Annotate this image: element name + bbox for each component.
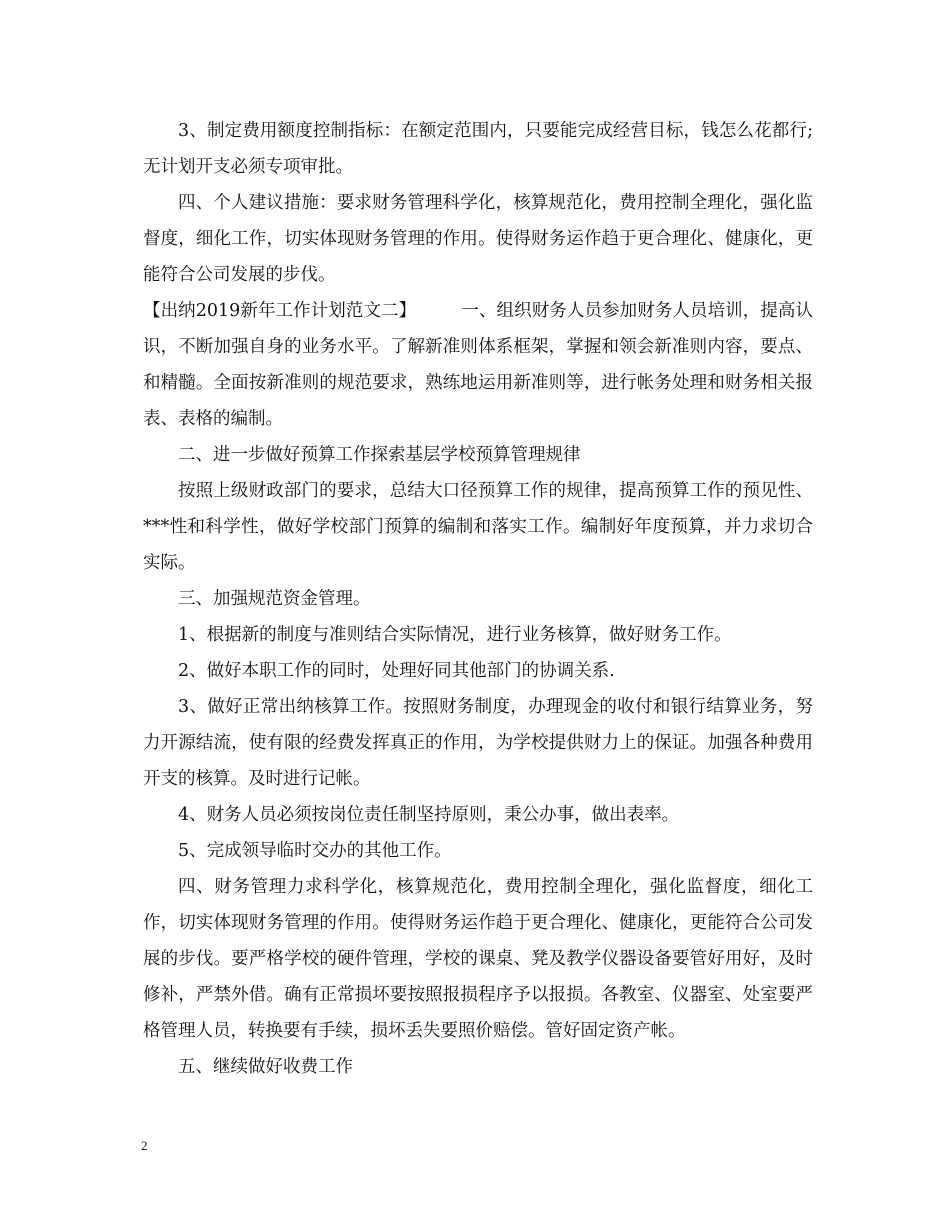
document-body: [143, 113, 813, 1085]
paragraph-budget-heading: 二、进一步做好预算工作探索基层学校预算管理规律: [178, 445, 581, 465]
paragraph-item-5: 5、完成领导临时交办的其他工作。: [178, 841, 452, 861]
paragraph-budget-body: 按照上级财政部门的要求，总结大口径预算工作的规律，提高预算工作的预见性、***性和科学性，做好学校部门预算的编制和落实工作。编制好年度预算，并力求切合实际。: [143, 481, 813, 573]
paragraph-expense-limit: 3、制定费用额度控制指标：在额定范围内，只要能完成经营目标，钱怎么花都行;无计划开支必须专项审批。: [143, 121, 813, 177]
paragraph-financial-management: 四、财务管理力求科学化，核算规范化，费用控制全理化，强化监督度，细化工作，切实体现财务管理的作用。使得财务运作趋于更合理化、健康化，更能符合公司发展的步伐。要严格学校的硬件管理，学校的课桌、凳及教学仪器设备要管好用好，及时修补，严禁外借。确有正常损坏要按照报损程序予以报损。各教室、仪器室、处室要严格管理人员，转换要有手续，损坏丢失要照价赔偿。管好固定资产帐。: [143, 877, 813, 1041]
paragraph-item-2: 2、做好本职工作的同时，处理好同其他部门的协调关系.: [178, 661, 615, 681]
paragraph-sample-two-training: 【出纳2019新年工作计划范文二】 一、组织财务人员参加财务人员培训，提高认识，不断加强自身的业务水平。了解新准则体系框架，掌握和领会新准则内容，要点、和精髓。全面按新准则的规范要求，熟练地运用新准则等，进行帐务处理和财务相关报表、表格的编制。: [143, 301, 813, 429]
paragraph-item-4: 4、财务人员必须按岗位责任制坚持原则，秉公办事，做出表率。: [178, 805, 680, 825]
paragraph-item-1: 1、根据新的制度与准则结合实际情况，进行业务核算，做好财务工作。: [178, 625, 732, 645]
paragraph-personal-suggestions: 四、个人建议措施：要求财务管理科学化，核算规范化，费用控制全理化，强化监督度，细化工作，切实体现财务管理的作用。使得财务运作趋于更合理化、健康化，更能符合公司发展的步伐。: [143, 193, 813, 285]
paragraph-item-3: 3、做好正常出纳核算工作。按照财务制度，办理现金的收付和银行结算业务，努力开源结流，使有限的经费发挥真正的作用，为学校提供财力上的保证。加强各种费用开支的核算。及时进行记帐。: [143, 697, 813, 789]
paragraph-fee-collection-heading: 五、继续做好收费工作: [178, 1057, 353, 1077]
paragraph-fund-management-heading: 三、加强规范资金管理。: [178, 589, 371, 609]
page-number: 2: [141, 1138, 148, 1153]
